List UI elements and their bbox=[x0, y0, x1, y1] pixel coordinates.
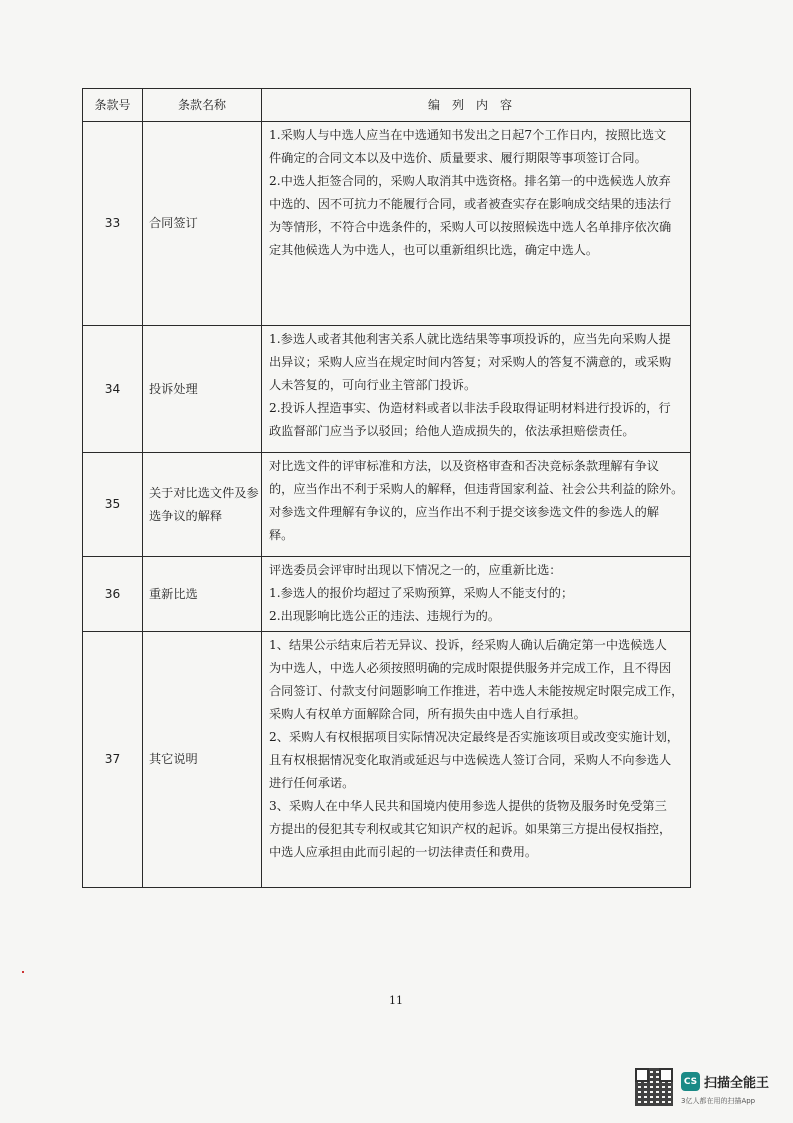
clause-name bbox=[143, 122, 262, 326]
clause-content-line: 释。 bbox=[269, 528, 294, 542]
clause-content bbox=[262, 453, 691, 557]
qr-code-icon bbox=[635, 1068, 673, 1106]
clause-content-line: 人未答复的，可向行业主管部门投诉。 bbox=[269, 378, 477, 392]
clause-content-line: 的，应当作出不利于采购人的解释，但违背国家利益、社会公共利益的除外。 bbox=[269, 482, 684, 496]
clauses-table bbox=[82, 88, 691, 888]
page-number: 11 bbox=[389, 994, 403, 1007]
clause-content-line: 定其他候选人为中选人，也可以重新组织比选，确定中选人。 bbox=[269, 243, 599, 257]
clause-content-line: 2.投诉人捏造事实、伪造材料或者以非法手段取得证明材料进行投诉的，行 bbox=[269, 401, 671, 415]
clause-content-line: 为中选人，中选人必须按照明确的完成时限提供服务并完成工作，且不得因 bbox=[269, 661, 672, 675]
clause-content-line: 1.参选人的报价均超过了采购预算，采购人不能支付的； bbox=[269, 586, 574, 600]
clause-content-line: 3、采购人在中华人民共和国境内使用参选人提供的货物及服务时免受第三 bbox=[269, 799, 667, 813]
clauses-table-body bbox=[83, 89, 691, 888]
scanner-tagline: 3亿人都在用的扫描App bbox=[681, 1097, 756, 1105]
clause-content-line: 出异议；采购人应当在规定时间内答复；对采购人的答复不满意的，或采购 bbox=[269, 355, 672, 369]
clause-content bbox=[262, 557, 691, 632]
clause-content-line: 中选人应承担由此而引起的一切法律责任和费用。 bbox=[269, 845, 538, 859]
clause-content-line: 采购人有权单方面解除合同，所有损失由中选人自行承担。 bbox=[269, 707, 586, 721]
header-content bbox=[262, 89, 691, 122]
clause-content-line: 2.出现影响比选公正的违法、违规行为的。 bbox=[269, 609, 501, 623]
clause-name bbox=[143, 326, 262, 453]
clause-name-text: 关于对比选文件及参选争议的解释 bbox=[149, 485, 259, 523]
clause-number: 35 bbox=[83, 453, 143, 557]
clause-number: 33 bbox=[83, 122, 143, 326]
clause-content-line: 中选的、因不可抗力不能履行合同，或者被查实存在影响成交结果的违法行 bbox=[269, 197, 672, 211]
table-row bbox=[83, 453, 691, 557]
clause-name bbox=[143, 557, 262, 632]
camscanner-logo-icon: CS bbox=[681, 1072, 700, 1091]
table-row bbox=[83, 326, 691, 453]
header-clause-no: 条款号 bbox=[83, 89, 143, 122]
clause-content-line: 件确定的合同文本以及中选价、质量要求、履行期限等事项签订合同。 bbox=[269, 151, 647, 165]
clause-content-line: 进行任何承诺。 bbox=[269, 776, 355, 790]
clause-name-text: 重新比选 bbox=[149, 586, 198, 601]
table-row bbox=[83, 122, 691, 326]
header-clause-name: 条款名称 bbox=[143, 89, 262, 122]
clause-content-line: 政监督部门应当予以驳回；给他人造成损失的，依法承担赔偿责任。 bbox=[269, 424, 635, 438]
clause-content-line: 方提出的侵犯其专利权或其它知识产权的起诉。如果第三方提出侵权指控， bbox=[269, 822, 672, 836]
clause-number: 37 bbox=[83, 632, 143, 888]
clause-content-line: 且有权根据情况变化取消或延迟与中选候选人签订合同，采购人不向参选人 bbox=[269, 753, 672, 767]
clause-content-line: 2.中选人拒签合同的，采购人取消其中选资格。排名第一的中选候选人放弃 bbox=[269, 174, 671, 188]
clause-content-line: 1.参选人或者其他利害关系人就比选结果等事项投诉的，应当先向采购人提 bbox=[269, 332, 671, 346]
table-row bbox=[83, 557, 691, 632]
clause-name-text: 合同签订 bbox=[149, 216, 198, 230]
table-row bbox=[83, 632, 691, 888]
clause-name bbox=[143, 453, 262, 557]
clause-content bbox=[262, 632, 691, 888]
clause-content-line: 评选委员会评审时出现以下情况之一的，应重新比选： bbox=[269, 563, 562, 577]
clause-name-text: 其它说明 bbox=[149, 752, 198, 766]
clause-content bbox=[262, 122, 691, 326]
clause-number: 36 bbox=[83, 557, 143, 632]
clause-content-line: 对比选文件的评审标准和方法，以及资格审查和否决竞标条款理解有争议 bbox=[269, 459, 659, 473]
clause-name-text: 投诉处理 bbox=[149, 381, 198, 396]
header-content-label: 编列内容 bbox=[427, 97, 524, 112]
clause-content-line: 2、采购人有权根据项目实际情况决定最终是否实施该项目或改变实施计划， bbox=[269, 730, 679, 744]
clause-name bbox=[143, 632, 262, 888]
clause-content-line: 合同签订、付款支付问题影响工作推进，若中选人未能按规定时限完成工作， bbox=[269, 684, 684, 698]
scanner-app-name: 扫描全能王 bbox=[704, 1076, 770, 1091]
clause-content-line: 1、结果公示结束后若无异议、投诉，经采购人确认后确定第一中选候选人 bbox=[269, 638, 667, 652]
table-header-row bbox=[83, 89, 691, 122]
clause-content-line: 为等情形，不符合中选条件的，采购人可以按照候选中选人名单排序依次确 bbox=[269, 220, 672, 234]
clause-content bbox=[262, 326, 691, 453]
clause-number: 34 bbox=[83, 326, 143, 453]
clause-content-line: 对参选文件理解有争议的，应当作出不利于提交该参选文件的参选人的解 bbox=[269, 505, 659, 519]
clause-content-line: 1.采购人与中选人应当在中选通知书发出之日起7个工作日内，按照比选文 bbox=[269, 128, 667, 142]
scan-speck bbox=[22, 971, 24, 973]
